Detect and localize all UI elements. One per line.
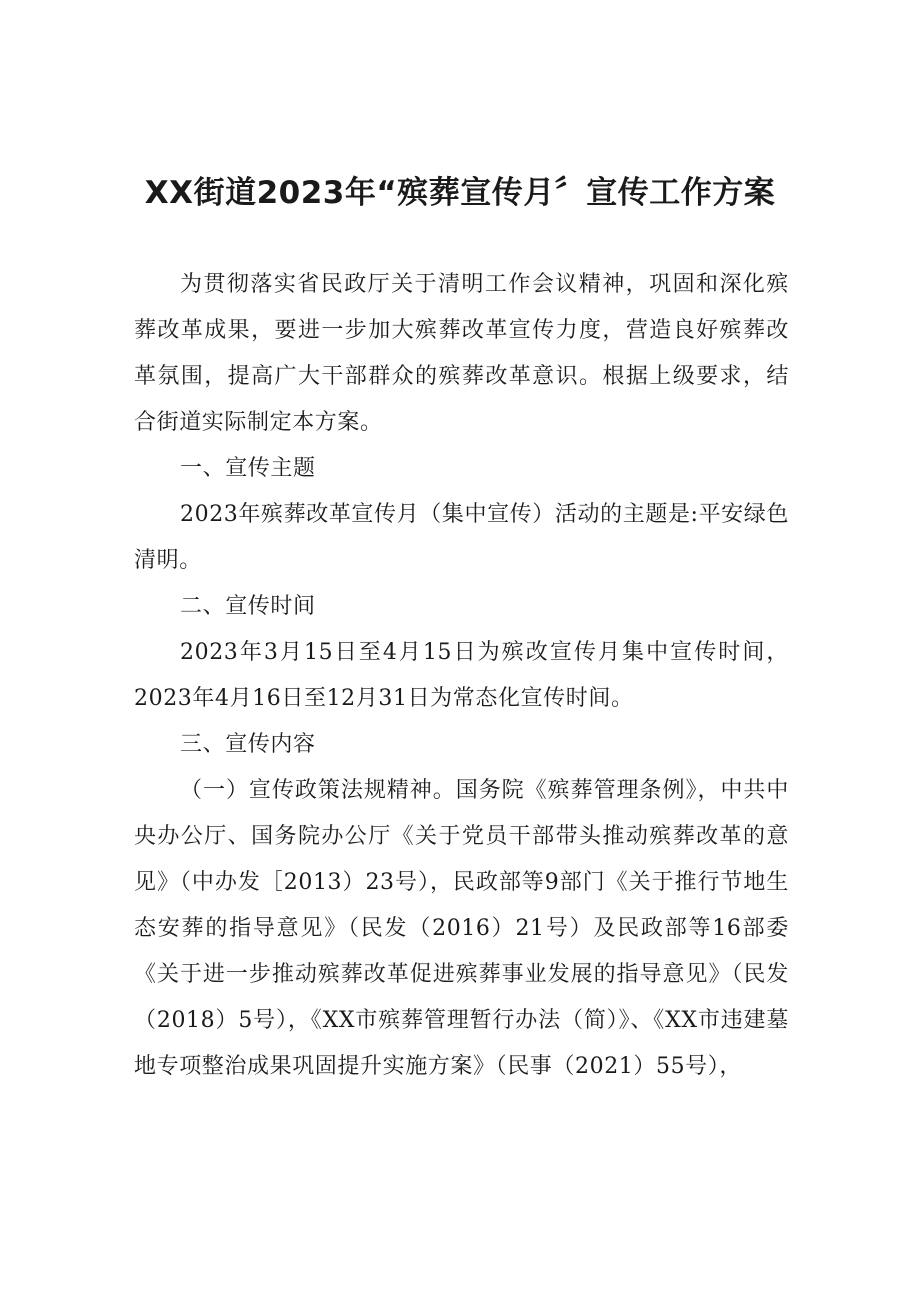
intro-paragraph: 为贯彻落实省民政厅关于清明工作会议精神，巩固和深化殡葬改革成果，要进一步加大殡葬改革宣传力度，营造良好殡葬改革氛围，提高广大干部群众的殡葬改革意识。根据上级要求，结合街道实际制定本方案。 bbox=[134, 272, 789, 435]
section-heading-time: 二、宣传时间 bbox=[180, 594, 316, 619]
section-heading-content: 三、宣传内容 bbox=[180, 732, 316, 757]
document-body bbox=[134, 262, 789, 1090]
section-item-policy: （一）宣传政策法规精神。国务院《殡葬管理条例》，中共中央办公厅、国务院办公厅《关于党员干部带头推动殡葬改革的意见》（中办发［2013）23号），民政部等9部门《关于推行节地生态安葬的指导意见》（民发（2016）21号）及民政部等16部委《关于进一步推动殡葬改革促进殡葬事业发展的指导意见》（民发（2018）5号），《XX市殡葬管理暂行办法（简）》、《XX市违建墓地专项整治成果巩固提升实施方案》（民事（2021）55号）， bbox=[134, 778, 789, 1079]
section-heading-theme: 一、宣传主题 bbox=[180, 456, 316, 481]
section-body-theme: 2023年殡葬改革宣传月（集中宣传）活动的主题是:平安绿色清明。 bbox=[134, 502, 789, 573]
section-body-time: 2023年3月15日至4月15日为殡改宣传月集中宣传时间，2023年4月16日至12月31日为常态化宣传时间。 bbox=[134, 640, 789, 711]
document-title: XX街道2023年“殡葬宣传月〞宣传工作方案 bbox=[144, 175, 776, 211]
